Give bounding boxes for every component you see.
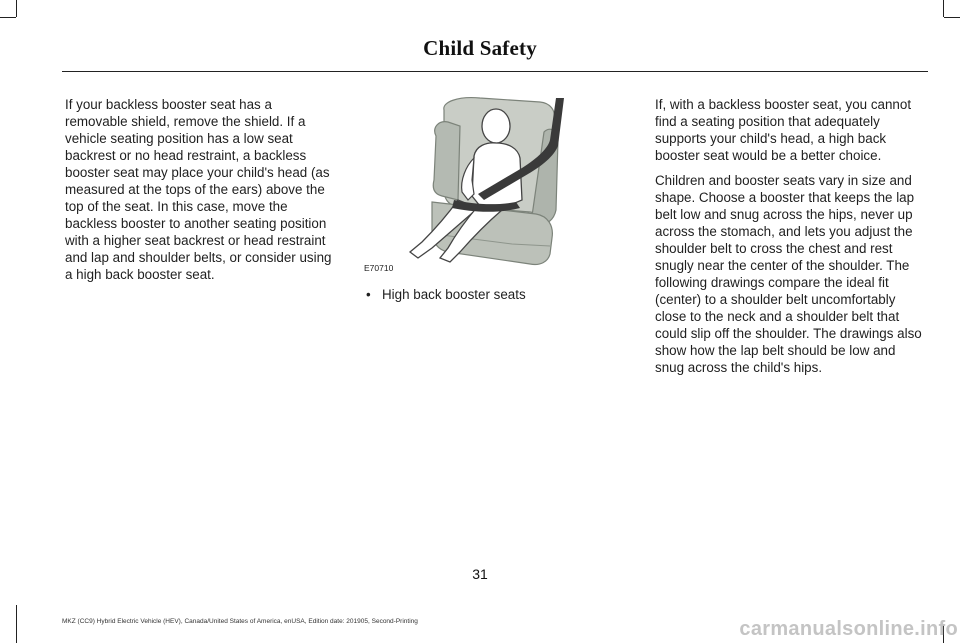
right-paragraph-2: Children and booster seats vary in size and shape. Choose a booster that keeps the lap belt low and snug across the hips, never up across the stomach, and lets you adjust the shoulder belt to cross the chest and rest snugly near the center of the shoulder. The following drawings compare the ideal fit (center) to a shoulder belt uncomfortably close to the neck and a shoulder belt that could slip off the shoulder. The drawings also show how the lap belt should be low and snug across the child's hips.: [655, 173, 922, 375]
header-rule: [62, 71, 928, 72]
figure-caption-text: High back booster seats: [382, 287, 526, 302]
right-column: [655, 96, 927, 384]
crop-mark-top-left-v: [16, 0, 17, 17]
booster-seat-illustration: [362, 96, 578, 274]
figure-caption: [366, 287, 526, 302]
bullet-marker: •: [366, 287, 371, 302]
left-column: [65, 96, 337, 291]
right-paragraph-1: If, with a backless booster seat, you cannot find a seating position that adequately supports your child's head, a high back booster seat would be a better choice.: [655, 97, 912, 163]
page-title: Child Safety: [423, 36, 537, 60]
footer-text: MKZ (CC9) Hybrid Electric Vehicle (HEV), Canada/United States of America, enUSA, Edition date: 201905, Second-Printing: [62, 618, 418, 625]
left-paragraph: If your backless booster seat has a removable shield, remove the shield. If a vehicle seating position has a low seat backrest or no head restraint, a backless booster seat may place your child's head (as measured at the tops of the ears) above the top of the seat. In this case, move the backless booster to another seating position with a higher seat backrest or head restraint and lap and shoulder belts, or consider using a high back booster seat.: [65, 97, 332, 282]
crop-mark-top-right-h: [944, 17, 960, 18]
page-number: 31: [472, 566, 488, 582]
crop-mark-top-left-h: [0, 17, 16, 18]
crop-mark-top-right-v: [943, 0, 944, 17]
watermark: carmanualsonline.info: [739, 618, 958, 640]
figure-code: E70710: [364, 263, 394, 273]
crop-mark-bottom-left-v: [16, 605, 17, 643]
